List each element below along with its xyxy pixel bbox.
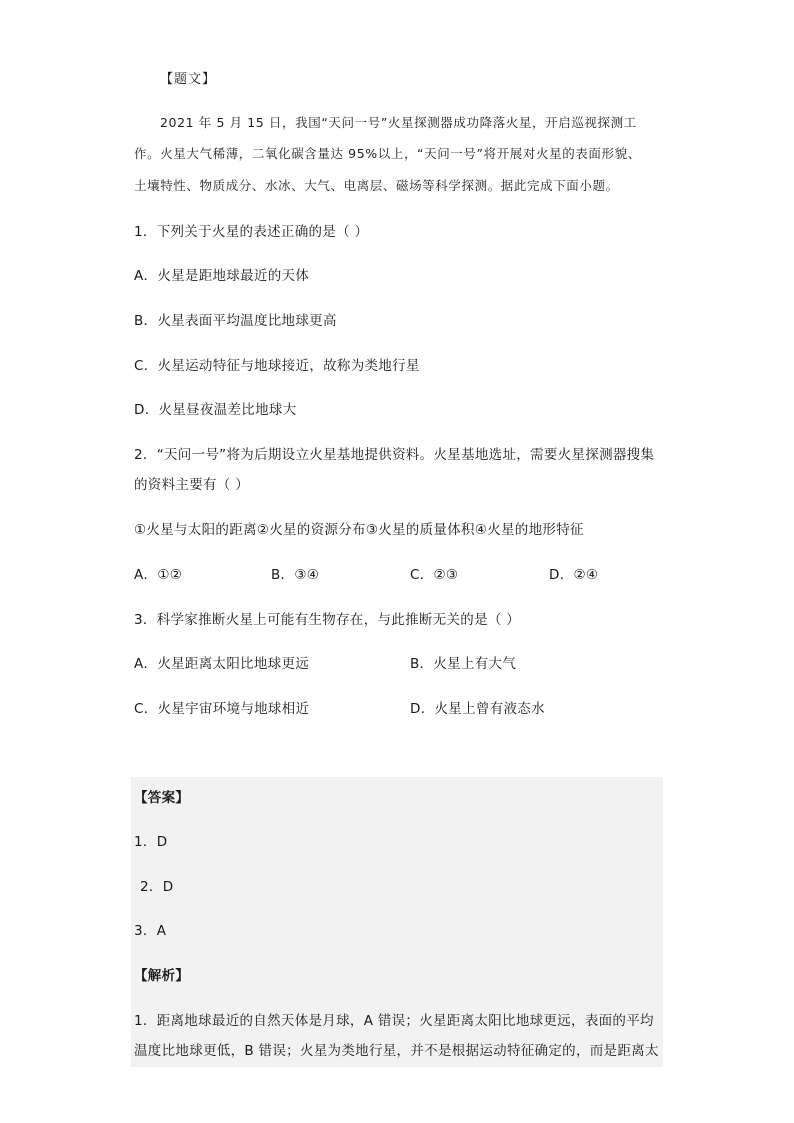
q3-option-b: B．火星上有大气 — [410, 656, 517, 672]
question-2-line-2: 的资料主要有（ ） — [134, 477, 249, 493]
question-1: 1．下列关于火星的表述正确的是（ ） — [134, 224, 369, 240]
analysis-line-2: 温度比地球更低，B 错误；火星为类地行星，并不是根据运动特征确定的，而是距离太 — [134, 1043, 659, 1059]
q1-option-a: A．火星是距地球最近的天体 — [134, 268, 310, 284]
q3-option-d: D．火星上曾有液态水 — [410, 701, 545, 717]
stem-line-2: 作。火星大气稀薄，二氧化碳含量达 95%以上，“天问一号”将开展对火星的表面形貌、 — [134, 146, 641, 161]
q2-items: ①火星与太阳的距离②火星的资源分布③火星的质量体积④火星的地形特征 — [134, 522, 584, 538]
q1-option-b: B．火星表面平均温度比地球更高 — [134, 313, 337, 329]
q1-option-d: D．火星昼夜温差比地球大 — [134, 402, 297, 418]
analysis-line-1: 1．距离地球最近的自然天体是月球，A 错误；火星距离太阳比地球更远，表面的平均 — [134, 1013, 654, 1029]
answer-label: 【答案】 — [134, 790, 190, 806]
question-3: 3．科学家推断火星上可能有生物存在，与此推断无关的是（ ） — [134, 612, 521, 628]
stem-line-3: 土壤特性、物质成分、水冰、大气、电离层、磁场等科学探测。据此完成下面小题。 — [134, 178, 619, 193]
q2-option-c: C．②③ — [410, 567, 459, 583]
q1-option-c: C．火星运动特征与地球接近，故称为类地行星 — [134, 358, 420, 374]
answer-3: 3．A — [134, 923, 167, 939]
analysis-label: 【解析】 — [134, 968, 190, 984]
q3-option-c: C．火星宇宙环境与地球相近 — [134, 701, 310, 717]
question-2-line-1: 2．“天问一号”将为后期设立火星基地提供资料。火星基地选址，需要火星探测器搜集 — [134, 447, 655, 463]
stem-label: 【题文】 — [160, 72, 217, 87]
q2-option-d: D．②④ — [549, 567, 599, 583]
answer-2: 2．D — [140, 879, 174, 895]
q2-option-b: B．③④ — [271, 567, 320, 583]
stem-line-1: 2021 年 5 月 15 日，我国“天问一号”火星探测器成功降落火星，开启巡视探测工 — [160, 115, 637, 130]
q2-option-a: A．①② — [134, 567, 183, 583]
q3-option-a: A．火星距离太阳比地球更远 — [134, 656, 310, 672]
answer-1: 1．D — [134, 834, 168, 850]
